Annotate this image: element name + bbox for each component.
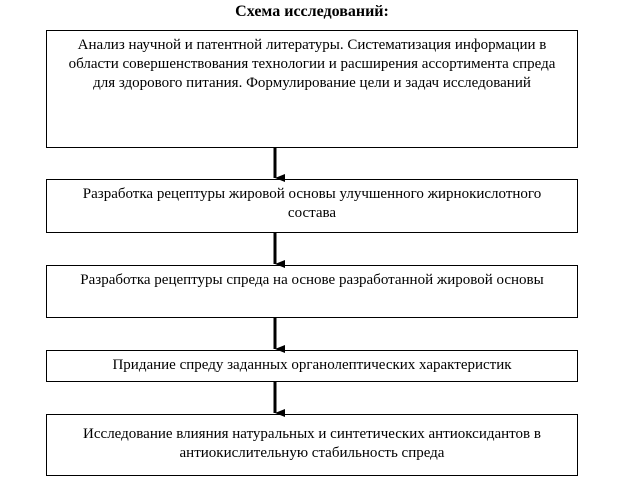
step-text: Разработка рецептуры жировой основы улучшенного жирнокислотного состава bbox=[82, 186, 542, 221]
step-text: Исследование влияния натуральных и синтетических антиоксидантов в антиокислительную стабильность спреда bbox=[83, 426, 541, 461]
step-text: Анализ научной и патентной литературы. Систематизация информации в области совершенствования технологии и расширения ассортимента спреда для здорового питания. Формулирование цели и задач исследований bbox=[68, 37, 556, 91]
step-text: Разработка рецептуры спреда на основе разработанной жировой основы bbox=[80, 272, 544, 288]
diagram-title: Схема исследований: bbox=[235, 3, 389, 20]
step-text: Придание спреду заданных органолептических характеристик bbox=[112, 357, 512, 373]
